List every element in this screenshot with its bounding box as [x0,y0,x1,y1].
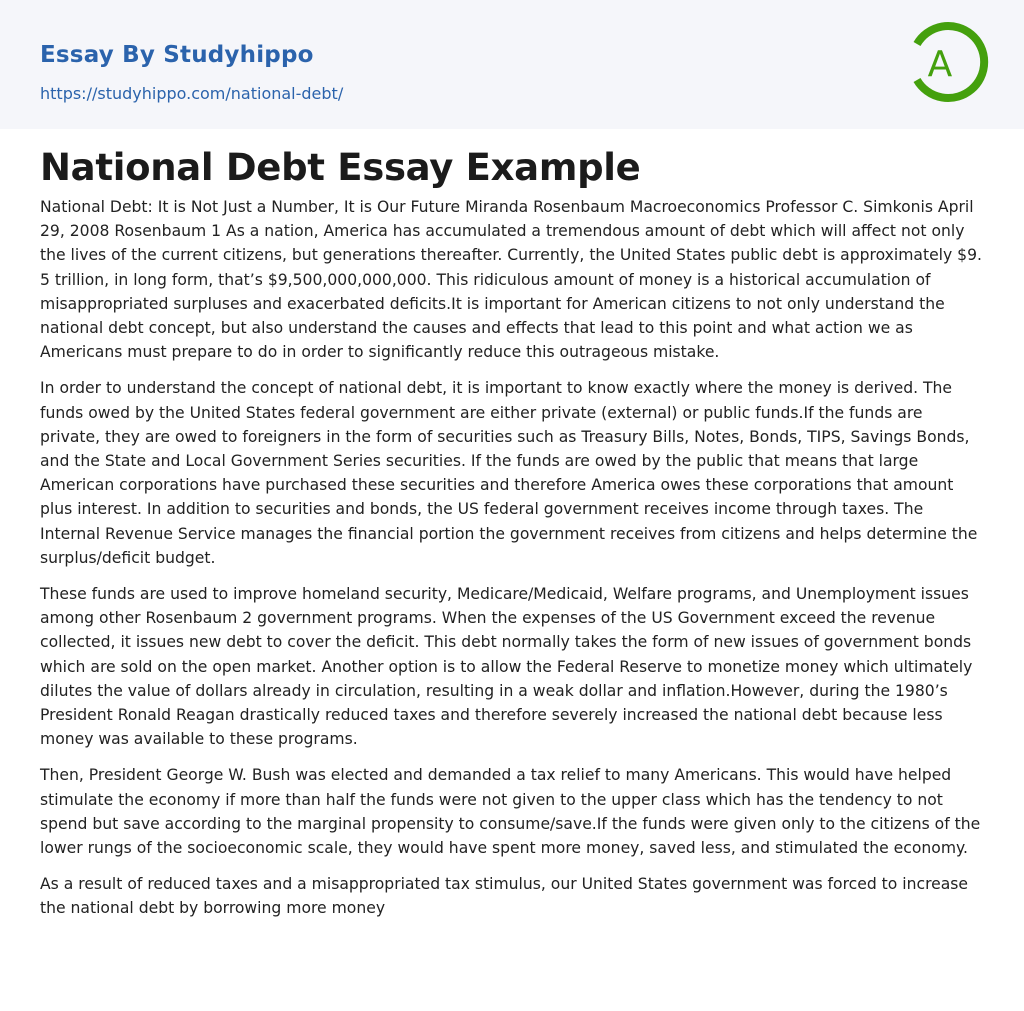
essay-body [40,195,985,933]
site-header [0,0,1024,129]
studyhippo-logo-icon[interactable] [910,18,990,106]
essay-paragraph: As a result of reduced taxes and a misappropriated tax stimulus, our United States government was forced to increase the national debt by borrowing more money [40,875,969,918]
svg-text:A: A [927,44,953,85]
brand-title: Essay By Studyhippo [40,42,314,68]
essay-paragraph: These funds are used to improve homeland security, Medicare/Medicaid, Welfare programs, and Unemployment issues among other Rosenbaum 2 government programs. When the expenses of the US Government exceed the revenue collected, it issues new debt to cover the deficit. This debt normally takes the form of new issues of government bonds which are sold on the open market. Another option is to allow the Federal Reserve to monetize money which ultimately dilutes the value of dollars already in circulation, resulting in a weak dollar and inflation.However, during the 1980’s President Ronald Reagan drastically reduced taxes and therefore severely increased the national debt because less money was available to these programs. [40,585,973,749]
essay-paragraph: National Debt: It is Not Just a Number, It is Our Future Miranda Rosenbaum Macroeconomics Professor C. Simkonis April 29, 2008 Rosenbaum 1 As a nation, America has accumulated a tremendous amount of debt which will affect not only the lives of the current citizens, but generations thereafter. Currently, the United States public debt is approximately $9. 5 trillion, in long form, that’s $9,500,000,000,000. This ridiculous amount of money is a historical accumulation of misappropriated surpluses and exacerbated deficits.It is important for American citizens to not only understand the national debt concept, but also understand the causes and effects that lead to this point and what action we as Americans must prepare to do in order to significantly reduce this outrageous mistake. [40,198,982,362]
essay-url-link[interactable]: https://studyhippo.com/national-debt/ [40,84,344,103]
page-title: National Debt Essay Example [40,146,641,189]
essay-paragraph: In order to understand the concept of national debt, it is important to know exactly where the money is derived. The funds owed by the United States federal government are either private (external) or public funds.If the funds are private, they are owed to foreigners in the form of securities such as Treasury Bills, Notes, Bonds, TIPS, Savings Bonds, and the State and Local Government Series securities. If the funds are owed by the public that means that large American corporations have purchased these securities and therefore America owes these corporations that amount plus interest. In addition to securities and bonds, the US federal government receives income through taxes. The Internal Revenue Service manages the financial portion the government receives from citizens and helps determine the surplus/deficit budget. [40,379,978,567]
essay-paragraph: Then, President George W. Bush was elected and demanded a tax relief to many Americans. This would have helped stimulate the economy if more than half the funds were not given to the upper class which has the tendency to not spend but save according to the marginal propensity to consume/save.If the funds were given only to the citizens of the lower rungs of the socioeconomic scale, they would have spent more money, saved less, and stimulated the economy. [40,766,981,858]
